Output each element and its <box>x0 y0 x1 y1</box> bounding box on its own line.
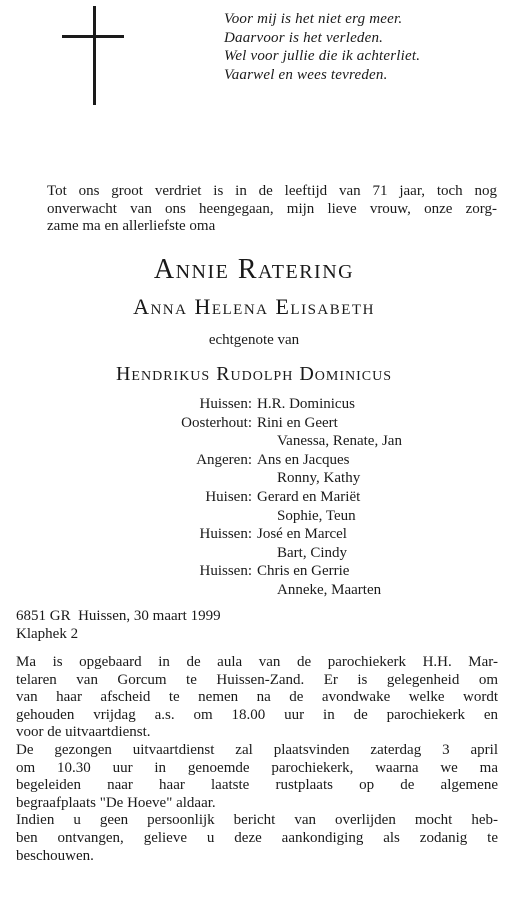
family-children-row <box>0 432 508 451</box>
body-line: Indien u geen persoonlijk bericht van overlijden mocht heb- <box>16 812 498 829</box>
family-children-row <box>0 507 508 526</box>
intro-text <box>47 183 497 236</box>
family-row <box>0 414 508 433</box>
family-row <box>0 525 508 544</box>
family-names: Ans en Jacques <box>257 451 350 468</box>
poem-line: Voor mij is het niet erg meer. <box>224 11 403 27</box>
address-block <box>16 607 221 643</box>
family-children: Ronny, Kathy <box>277 470 361 487</box>
family-names: José en Marcel <box>257 526 347 543</box>
family-row <box>0 395 508 414</box>
deceased-name: Annie Ratering <box>153 254 355 285</box>
deceased-full-name: Anna Helena Elisabeth <box>133 294 375 319</box>
address-line: Klaphek 2 <box>16 626 79 642</box>
family-children: Bart, Cindy <box>277 544 347 561</box>
family-list <box>0 395 508 600</box>
body-line: om 10.30 uur in genoemde parochiekerk, waarna we ma <box>16 759 498 776</box>
family-place: Oosterhout: <box>181 414 252 431</box>
body-line: van haar afscheid te nemen na de avondwake welke wordt <box>16 689 498 706</box>
family-place: Huissen: <box>199 563 252 580</box>
family-row <box>0 488 508 507</box>
family-children-row <box>0 581 508 600</box>
poem-line: Wel voor jullie die ik achterliet. <box>224 48 421 64</box>
family-names: Gerard en Mariët <box>257 488 361 505</box>
body-line: ben ontvangen, gelieve u deze aankondiging als zodanig te <box>16 829 498 846</box>
body-line: begraafplaats "De Hoeve" aldaar. <box>16 794 216 811</box>
family-place: Huissen: <box>199 526 252 543</box>
intro-line: Tot ons groot verdriet is in de leeftijd van 71 jaar, toch nog <box>47 183 497 199</box>
family-children-row <box>0 469 508 488</box>
cross-icon <box>93 6 96 105</box>
poem-line: Vaarwel en wees tevreden. <box>224 66 388 83</box>
family-names: H.R. Dominicus <box>257 396 355 412</box>
poem-line: Daarvoor is het verleden. <box>224 29 384 46</box>
family-names: Chris en Gerrie <box>257 563 350 580</box>
family-names: Rini en Geert <box>257 414 338 431</box>
family-children: Sophie, Teun <box>277 507 356 524</box>
family-row <box>0 451 508 470</box>
family-children-row <box>0 544 508 563</box>
family-place: Huisen: <box>205 488 252 505</box>
family-place: Angeren: <box>196 451 252 468</box>
announcement-body <box>16 654 498 865</box>
body-line: voor de uitvaartdienst. <box>16 724 151 741</box>
body-line: beschouwen. <box>16 847 94 864</box>
family-place: Huissen: <box>199 396 252 412</box>
body-line: begeleiden naar haar laatste rustplaats op de algemene <box>16 777 498 794</box>
family-children: Anneke, Maarten <box>277 581 382 598</box>
family-row <box>0 562 508 581</box>
body-line: Ma is opgebaard in de aula van de parochiekerk H.H. Mar- <box>16 654 498 670</box>
intro-line: onverwacht van ons heengegaan, mijn lieve vrouw, onze zorg- <box>47 200 497 217</box>
intro-line: zame ma en allerliefste oma <box>47 218 216 234</box>
family-children: Vanessa, Renate, Jan <box>277 433 402 450</box>
body-line: telaren van Gorcum te Huissen-Zand. Er is gelegenheid om <box>16 671 498 688</box>
spouse-name: Hendrikus Rudolph Dominicus <box>115 363 392 385</box>
relation-label: echtgenote van <box>208 332 300 348</box>
body-line: gehouden vrijdag a.s. om 18.00 uur in de parochiekerk en <box>16 706 498 723</box>
poem <box>224 10 504 84</box>
address-line: 6851 GR Huissen, 30 maart 1999 <box>16 608 221 624</box>
cross-icon-bar <box>62 35 124 38</box>
body-line: De gezongen uitvaartdienst zal plaatsvinden zaterdag 3 april <box>16 741 498 758</box>
